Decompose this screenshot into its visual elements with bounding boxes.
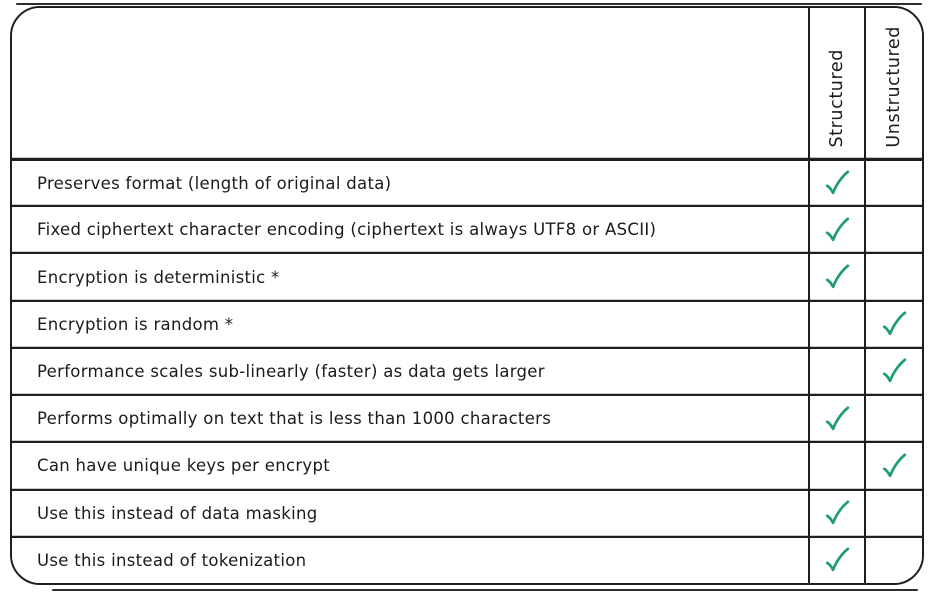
sketch-stroke-top xyxy=(16,3,922,5)
structured-check-cell xyxy=(808,205,864,252)
feature-label: Use this instead of data masking xyxy=(37,503,318,523)
unstructured-check-cell xyxy=(864,158,922,205)
feature-label: Fixed ciphertext character encoding (ciphertext is always UTF8 or ASCII) xyxy=(37,220,657,240)
feature-label: Use this instead of tokenization xyxy=(37,550,307,570)
feature-label: Preserves format (length of original data) xyxy=(37,173,392,193)
comparison-table-card xyxy=(10,6,924,585)
unstructured-check-cell xyxy=(864,347,922,394)
column-header-unstructured xyxy=(864,8,922,158)
sketch-stroke-bottom xyxy=(52,589,918,591)
structured-check-cell xyxy=(808,394,864,441)
unstructured-check-cell xyxy=(864,441,922,488)
check-icon xyxy=(878,355,910,387)
feature-cell xyxy=(12,489,808,536)
structured-check-cell xyxy=(808,347,864,394)
check-icon xyxy=(821,167,853,199)
feature-cell xyxy=(12,347,808,394)
feature-cell xyxy=(12,441,808,488)
feature-cell xyxy=(12,252,808,299)
feature-cell xyxy=(12,300,808,347)
structured-check-cell xyxy=(808,300,864,347)
unstructured-check-cell xyxy=(864,252,922,299)
feature-label: Can have unique keys per encrypt xyxy=(37,456,331,476)
column-header-structured xyxy=(808,8,864,158)
structured-check-cell xyxy=(808,252,864,299)
check-icon xyxy=(821,497,853,529)
column-header-unstructured-label: Unstructured xyxy=(884,26,904,148)
check-icon xyxy=(878,450,910,482)
check-icon xyxy=(821,261,853,293)
comparison-table xyxy=(12,8,922,583)
feature-cell xyxy=(12,394,808,441)
unstructured-check-cell xyxy=(864,536,922,583)
unstructured-check-cell xyxy=(864,394,922,441)
unstructured-check-cell xyxy=(864,205,922,252)
feature-cell xyxy=(12,205,808,252)
feature-label: Encryption is random * xyxy=(37,314,234,334)
check-icon xyxy=(821,214,853,246)
header-empty-cell xyxy=(12,8,808,158)
unstructured-check-cell xyxy=(864,300,922,347)
structured-check-cell xyxy=(808,158,864,205)
structured-check-cell xyxy=(808,441,864,488)
feature-label: Encryption is deterministic * xyxy=(37,267,280,287)
unstructured-check-cell xyxy=(864,489,922,536)
feature-label: Performs optimally on text that is less than 1000 characters xyxy=(37,409,552,429)
structured-check-cell xyxy=(808,489,864,536)
feature-cell xyxy=(12,536,808,583)
column-header-structured-label: Structured xyxy=(827,49,847,148)
feature-cell xyxy=(12,158,808,205)
check-icon xyxy=(821,544,853,576)
feature-label: Performance scales sub-linearly (faster) as data gets larger xyxy=(37,361,545,381)
check-icon xyxy=(878,308,910,340)
check-icon xyxy=(821,403,853,435)
structured-check-cell xyxy=(808,536,864,583)
